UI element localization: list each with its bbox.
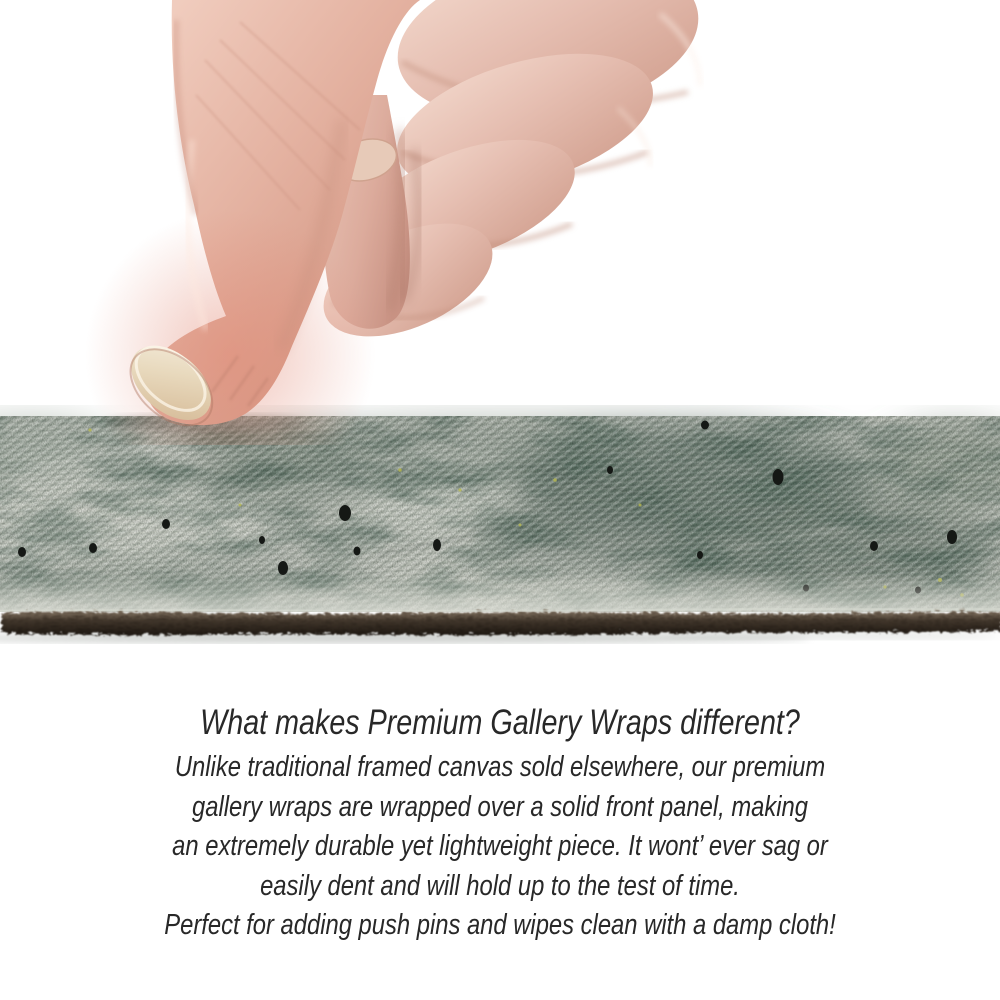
body-line-5: Perfect for adding push pins and wipes clean with a damp cloth! xyxy=(164,909,836,941)
body-line-1: Unlike traditional framed canvas sold elsewhere, our premium xyxy=(174,751,826,783)
hand-pressing-thumb-photo xyxy=(0,0,1000,445)
body-line-2: gallery wraps are wrapped over a solid front panel, making xyxy=(192,790,808,823)
body-line-4: easily dent and will hold up to the test of time. xyxy=(260,869,740,902)
panel-edge xyxy=(0,609,1000,643)
headline: What makes Premium Gallery Wraps different? xyxy=(200,703,800,742)
marketing-copy xyxy=(90,698,910,946)
body-line-3: an extremely durable yet lightweight piece. It wont’ ever sag or xyxy=(172,830,828,862)
